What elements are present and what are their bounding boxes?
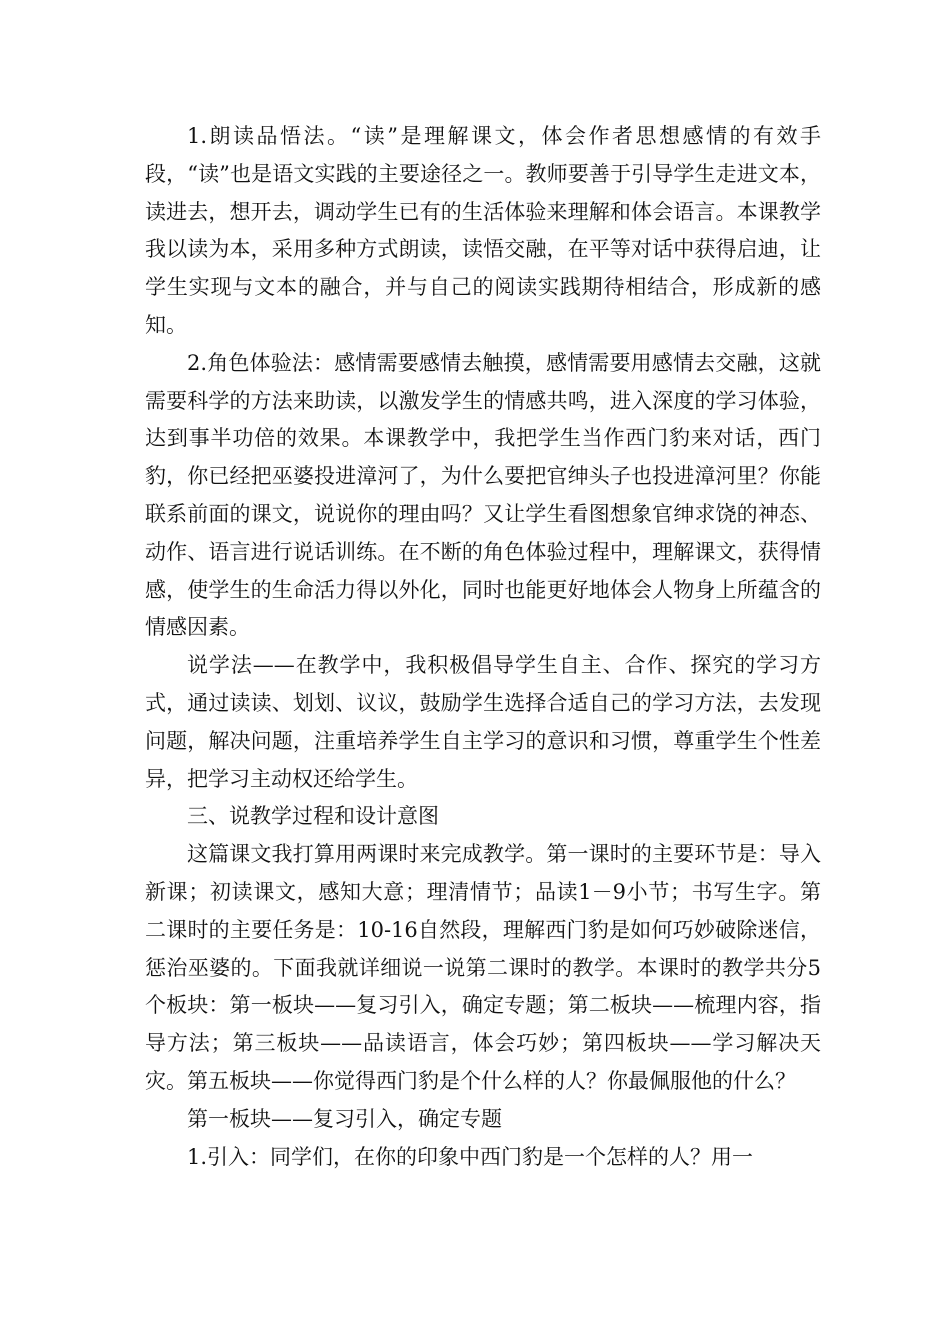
subheading-block-one: 第一板块——复习引入，确定专题 [187,1106,502,1131]
document-page [145,118,821,1176]
paragraph-introduction: 1.引入：同学们，在你的印象中西门豹是一个怎样的人？用一 [187,1144,754,1169]
paragraph-role-experience-method: 2.角色体验法：感情需要感情去触摸，感情需要用感情去交融，这就需要科学的方法来助读，以激发学生的情感共鸣，进入深度的学习体验，达到事半功倍的效果。本课教学中，我把学生当作西门豹来对话，西门豹，你已经把巫婆投进漳河了，为什么要把官绅头子也投进漳河里？你能联系前面的课文，说说你的理由吗？又让学生看图想象官绅求饶的神态、动作、语言进行说话训练。在不断的角色体验过程中，理解课文，获得情感，使学生的生命活力得以外化，同时也能更好地体会人物身上所蕴含的情感因素。 [145,350,821,640]
paragraph-lesson-plan: 这篇课文我打算用两课时来完成教学。第一课时的主要环节是：导入新课；初读课文，感知大意；理清情节；品读1－9小节；书写生字。第二课时的主要任务是：10-16自然段，理解西门豹是如何巧妙破除迷信，惩治巫婆的。下面我就详细说一说第二课时的教学。本课时的教学共分5个板块：第一板块——复习引入，确定专题；第二板块——梳理内容，指导方法；第三板块——品读语言，体会巧妙；第四板块——学习解决天灾。第五板块——你觉得西门豹是个什么样的人？你最佩服他的什么？ [145,842,821,1093]
paragraph-learning-method: 说学法——在教学中，我积极倡导学生自主、合作、探究的学习方式，通过读读、划划、议议，鼓励学生选择合适自己的学习方法，去发现问题，解决问题，注重培养学生自主学习的意识和习惯，尊重学生个性差异，把学习主动权还给学生。 [145,653,821,791]
paragraph-reading-method: 1.朗读品悟法。“读”是理解课文，体会作者思想感情的有效手段，“读”也是语文实践的主要途径之一。教师要善于引导学生走进文本，读进去，想开去，调动学生已有的生活体验来理解和体会语言。本课教学我以读为本，采用多种方式朗读，读悟交融，在平等对话中获得启迪，让学生实现与文本的融合，并与自己的阅读实践期待相结合，形成新的感知。 [145,124,821,337]
section-heading-teaching-process: 三、说教学过程和设计意图 [187,804,439,829]
